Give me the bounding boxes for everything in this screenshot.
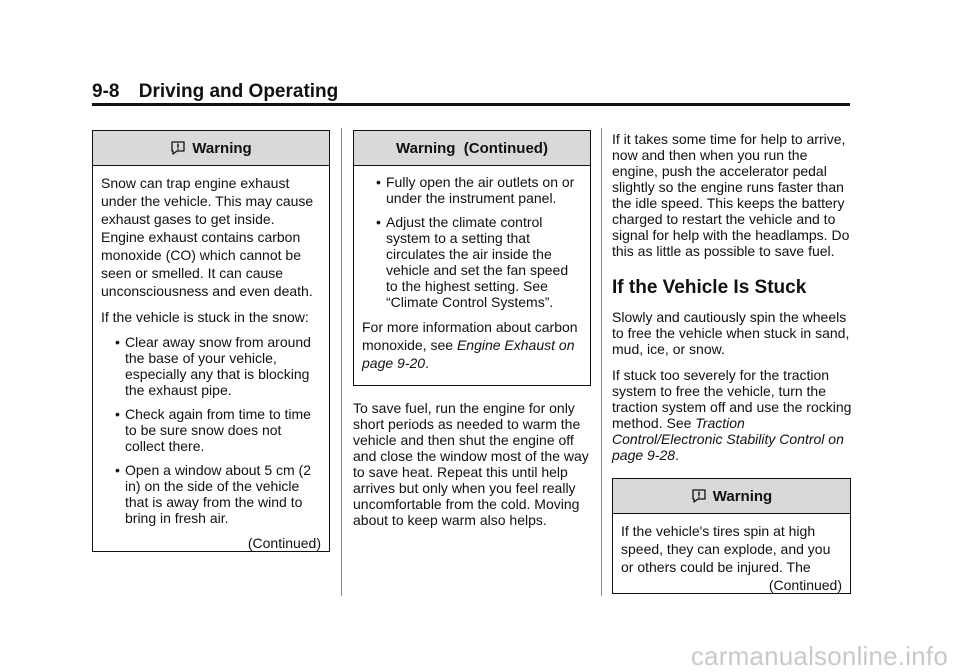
traction-control-link[interactable]: Traction Control/Electronic Stability Control on page 9-28 [612,415,844,463]
column-divider-2 [601,128,602,596]
list-item: • Clear away snow from around the base of your vehicle, especially any that is blocking the exhaust pipe. [115,334,311,398]
warning-box-3 [612,478,851,594]
middle-column-text [353,400,593,538]
header-rule [92,103,850,106]
more-info-text: For more information about carbon monoxide, see Engine Exhaust on page 9-20. [362,319,578,371]
warning-text: If the vehicle's tires spin at high speed, they can explode, and you or others could be injured. The [621,523,831,575]
warning-icon [170,140,186,156]
warning-box-2-title: Warning (Continued) [396,139,548,157]
watermark: carmanualsonline.info [690,641,948,671]
warning-intro: Snow can trap engine exhaust under the vehicle. This may cause exhaust gases to get inside. Engine exhaust contains carbon monoxide (CO) which cannot be seen or smelled. It can cause unconsciousness and even death. [101,175,314,299]
warning-box-2-header [354,131,590,166]
section-heading: If the Vehicle Is Stuck [612,277,807,298]
paragraph: If it takes some time for help to arrive, now and then when you run the engine, push the accelerator pedal slightly so the engine runs faster than the idle speed. This keeps the battery charged to restart the vehicle and to signal for help with the headlamps. Do this as little as possible to save fuel. [612,131,850,259]
warning-box-3-title: Warning [712,487,773,505]
list-item: • Fully open the air outlets on or under the instrument panel. [376,174,575,206]
right-column [612,131,852,473]
warning-box-3-header [613,479,850,514]
list-item: • Adjust the climate control system to a setting that circulates the air inside the vehicle and set the fan speed to the highest setting. See “Climate Control Systems”. [376,214,569,310]
column-divider-1 [341,128,342,596]
continued-label: (Continued) [247,535,321,551]
warning-icon [691,488,707,504]
stuck-text: If the vehicle is stuck in the snow: [101,309,309,325]
paragraph: Slowly and cautiously spin the wheels to free the vehicle when stuck in sand, mud, ice, or snow. [612,309,850,357]
warning-box-2 [353,130,591,386]
list-item: • Check again from time to time to be sure snow does not collect there. [115,406,311,454]
warning-box-1-title: Warning [192,139,252,157]
engine-exhaust-link[interactable]: Engine Exhaust on page 9-20 [362,337,575,371]
save-fuel-paragraph: To save fuel, run the engine for only short periods as needed to warm the vehicle and then shut the engine off and close the window most of the way to save heat. Repeat this until help arrives but only when you feel really uncomfortable from the cold. Moving about to keep warm also helps. [353,400,589,528]
continued-label: (Continued) [768,577,842,593]
warning-box-1-header [93,131,329,166]
page-header [92,82,850,102]
paragraph: If stuck too severely for the traction system to free the vehicle, turn the traction system off and use the rocking method. See Traction Control/Electronic Stability Control on page 9-28. [612,367,852,463]
list-item: • Open a window about 5 cm (2 in) on the side of the vehicle that is away from the wind to bring in fresh air. [115,462,311,526]
page-number: 9-8 [92,81,120,102]
warning-box-1 [92,130,330,552]
section-title: Driving and Operating [138,81,339,102]
